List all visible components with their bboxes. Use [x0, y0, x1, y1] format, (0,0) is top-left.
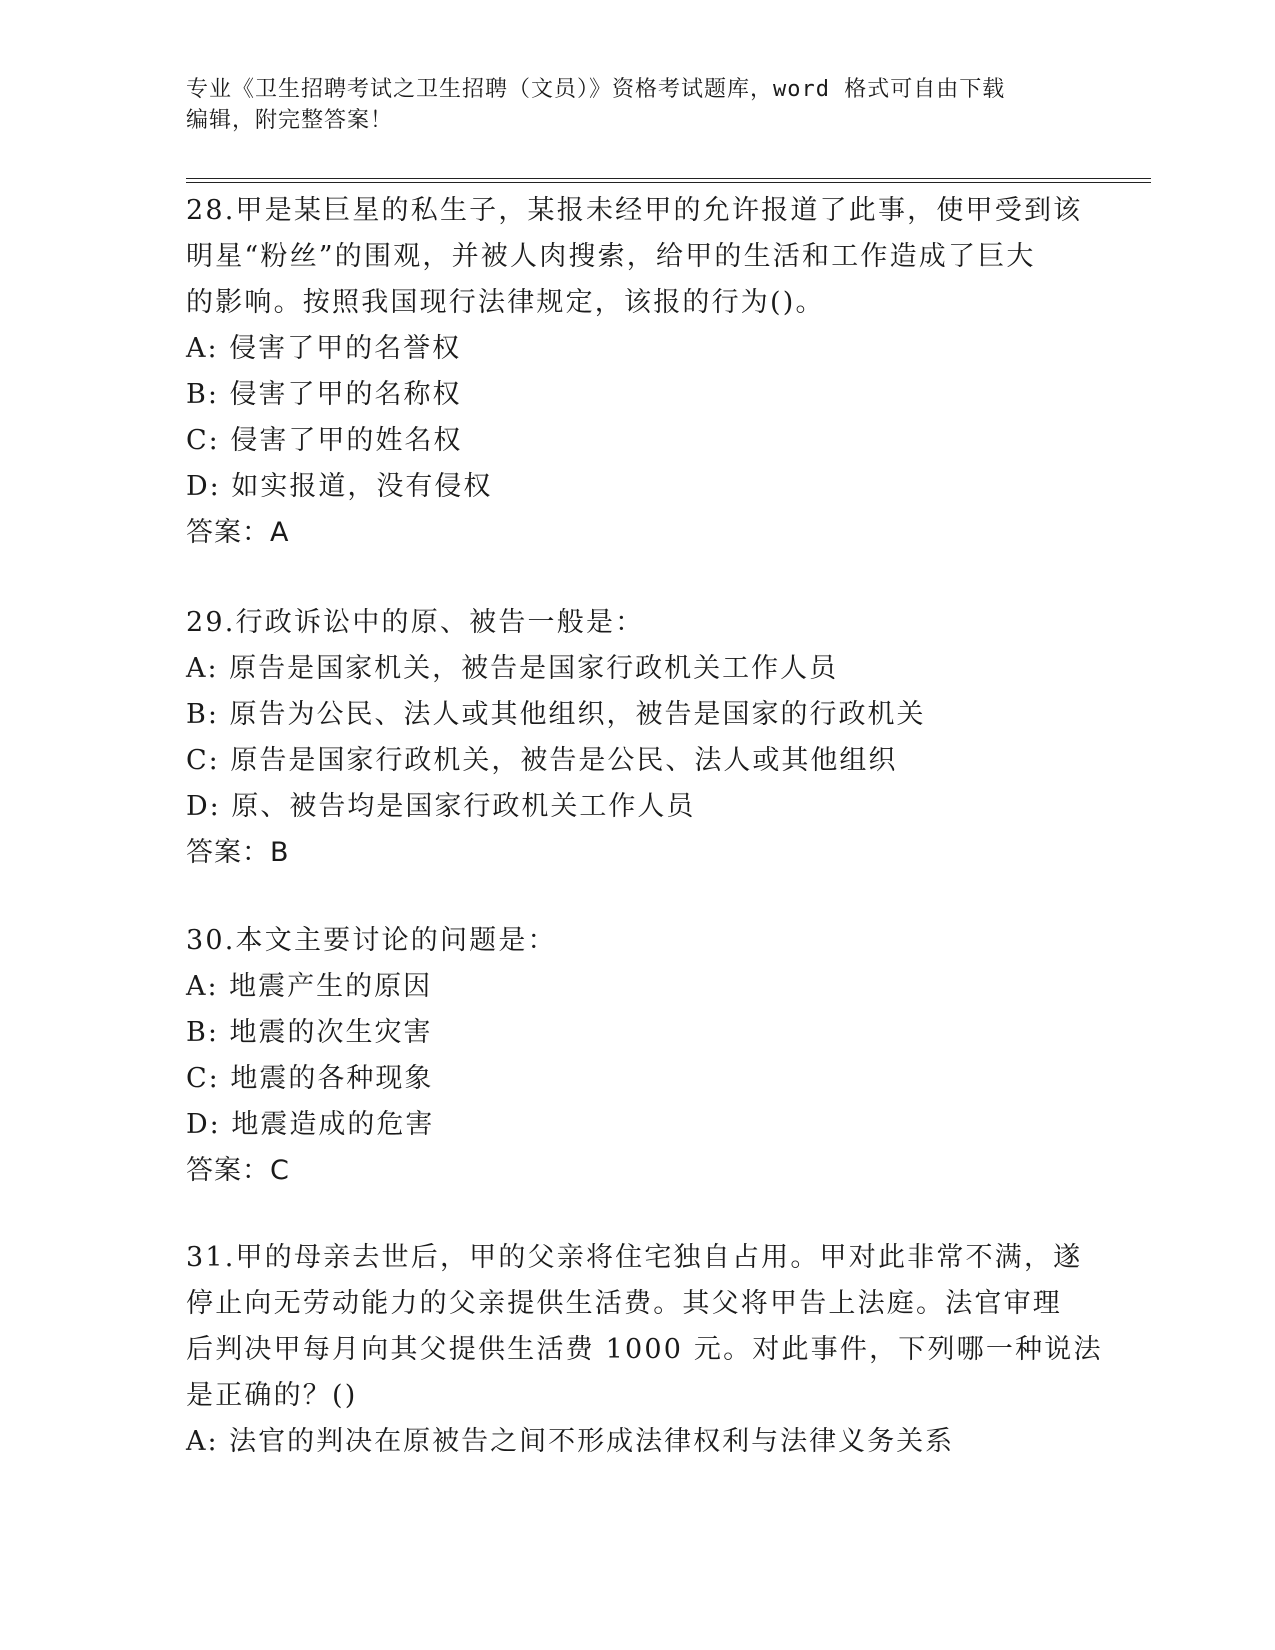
option-d: D: 如实报道，没有侵权	[186, 471, 493, 502]
stem-line: 停止向无劳动能力的父亲提供生活费。其父将甲告上法庭。法官审理	[186, 1288, 1062, 1319]
answer: 答案：C	[186, 1155, 290, 1186]
answer: 答案：A	[186, 517, 290, 548]
stem-line: 29.行政诉讼中的原、被告一般是：	[186, 607, 645, 638]
stem-line: 31.甲的母亲去世后，甲的父亲将住宅独自占用。甲对此非常不满，遂	[186, 1242, 1083, 1273]
question-stem	[186, 600, 1086, 646]
header-line-2: 编辑，附完整答案！	[186, 108, 394, 133]
option-b: B: 地震的次生灾害	[186, 1017, 433, 1048]
stem-line: 是正确的？()	[186, 1380, 358, 1411]
option-b: B: 原告为公民、法人或其他组织，被告是国家的行政机关	[186, 699, 926, 730]
question-stem	[186, 1235, 1103, 1419]
option-b: B: 侵害了甲的名称权	[186, 379, 462, 410]
question-stem	[186, 188, 1086, 326]
stem-line: 明星“粉丝”的围观，并被人肉搜索，给甲的生活和工作造成了巨大	[186, 241, 1036, 272]
option-d: D: 原、被告均是国家行政机关工作人员	[186, 791, 696, 822]
option-a: A: 侵害了甲的名誉权	[186, 333, 462, 364]
option-a: A: 法官的判决在原被告之间不形成法律权利与法律义务关系	[186, 1426, 955, 1457]
answer: 答案：B	[186, 837, 290, 868]
option-a: A: 地震产生的原因	[186, 971, 433, 1002]
question-31	[186, 1235, 1103, 1465]
question-stem	[186, 918, 1086, 964]
stem-line: 28.甲是某巨星的私生子，某报未经甲的允许报道了此事，使甲受到该	[186, 195, 1083, 226]
question-30	[186, 918, 1086, 1194]
option-c: C: 地震的各种现象	[186, 1063, 434, 1094]
option-c: C: 原告是国家行政机关，被告是公民、法人或其他组织	[186, 745, 898, 776]
stem-line: 的影响。按照我国现行法律规定，该报的行为()。	[186, 287, 825, 318]
header-divider-bottom	[186, 182, 1151, 183]
option-d: D: 地震造成的危害	[186, 1109, 435, 1140]
option-c: C: 侵害了甲的姓名权	[186, 425, 463, 456]
question-29	[186, 600, 1086, 876]
question-28	[186, 188, 1086, 556]
header-divider-top	[186, 178, 1151, 179]
stem-line: 后判决甲每月向其父提供生活费 1000 元。对此事件，下列哪一种说法	[186, 1334, 1103, 1365]
stem-line: 30.本文主要讨论的问题是：	[186, 925, 557, 956]
document-header	[186, 74, 1086, 136]
header-line-1: 专业《卫生招聘考试之卫生招聘（文员）》资格考试题库，word 格式可自由下载	[186, 77, 1006, 102]
option-a: A: 原告是国家机关，被告是国家行政机关工作人员	[186, 653, 839, 684]
